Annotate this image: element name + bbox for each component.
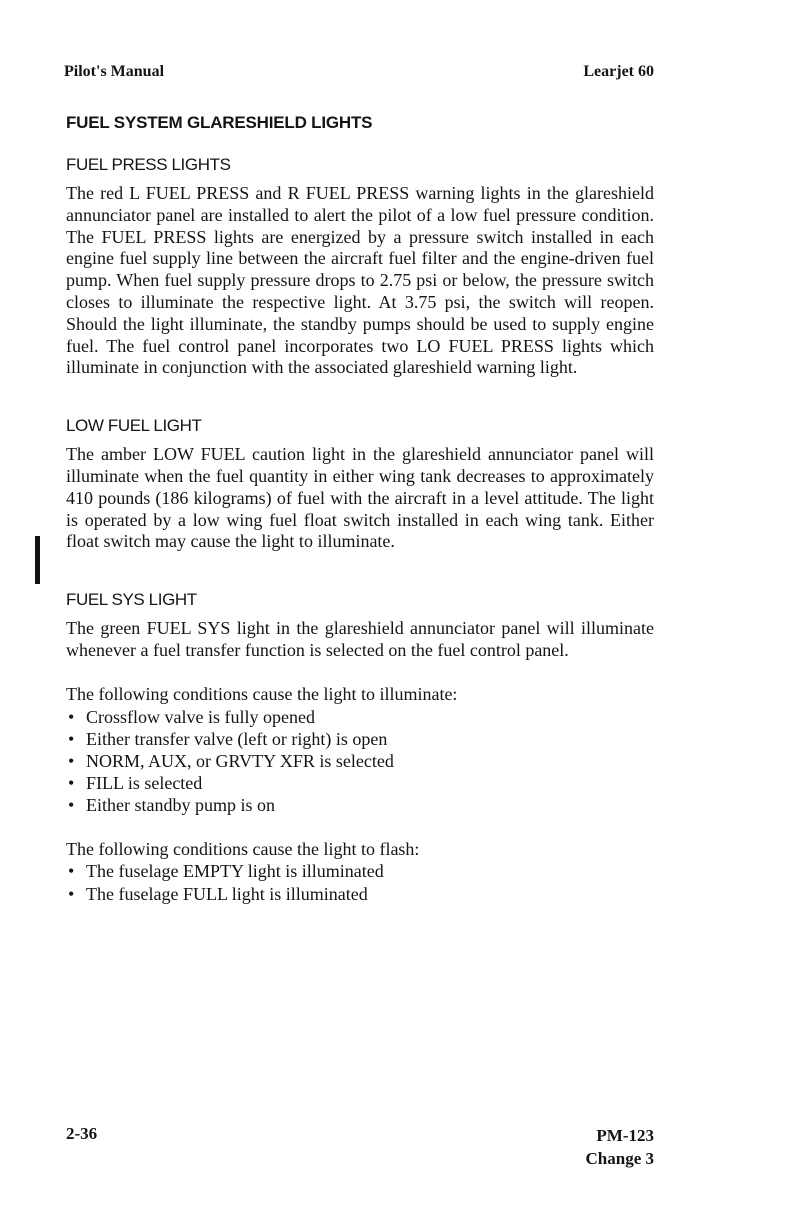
document-info [586, 1124, 654, 1170]
fuel-press-heading: FUEL PRESS LIGHTS [66, 155, 231, 174]
fuel-sys-paragraph: The green FUEL SYS light in the glareshield annunciator panel will illuminate whenever a fuel transfer function is selected on the fuel control panel. [66, 618, 654, 660]
list-item: • Either transfer valve (left or right) is open [66, 728, 654, 750]
fuel-sys-heading: FUEL SYS LIGHT [66, 590, 197, 610]
list-item: • Crossflow valve is fully opened [66, 706, 654, 728]
page-content [66, 113, 654, 905]
page-header [64, 63, 654, 87]
flash-conditions-list [66, 860, 654, 904]
page-footer [66, 1124, 654, 1174]
low-fuel-heading: LOW FUEL LIGHT [66, 416, 202, 436]
aircraft-model: Learjet 60 [583, 63, 654, 80]
page-number: 2-36 [66, 1124, 98, 1143]
list-item: • NORM, AUX, or GRVTY XFR is selected [66, 750, 654, 772]
list-item: • The fuselage EMPTY light is illuminated [66, 860, 654, 882]
fuel-press-paragraph: The red L FUEL PRESS and R FUEL PRESS warning lights in the glareshield annunciator panel are installed to alert the pilot of a low fuel pressure condition. The FUEL PRESS lights are energized by a pressure switch installed in each engine fuel supply line between the aircraft fuel filter and the engine-driven fuel pump. When fuel supply pressure drops to 2.75 psi or below, the pressure switch closes to illuminate the respective light. At 3.75 psi, the switch will reopen. Should the light illuminate, the standby pumps should be used to supply engine fuel. The fuel control panel incorporates two LO FUEL PRESS lights which illuminate in conjunction with the associated glareshield warning light. [66, 183, 654, 378]
revision-change-bar [35, 536, 40, 584]
low-fuel-paragraph: The amber LOW FUEL caution light in the glareshield annunciator panel will illuminate when the fuel quantity in either wing tank decreases to approximately 410 pounds (186 kilograms) of fuel with the aircraft in a level attitude. The light is operated by a low wing fuel float switch installed in each wing tank. Either float switch may cause the light to illuminate. [66, 444, 654, 552]
document-number: PM-123 [596, 1126, 654, 1145]
manual-title: Pilot's Manual [64, 63, 165, 80]
list-item: • Either standby pump is on [66, 794, 654, 816]
change-number: Change 3 [585, 1149, 654, 1168]
list-item: • FILL is selected [66, 772, 654, 794]
list-item: • The fuselage FULL light is illuminated [66, 883, 654, 905]
section-title: FUEL SYSTEM GLARESHIELD LIGHTS [66, 113, 373, 132]
illuminate-conditions-list [66, 706, 654, 817]
illuminate-conditions-intro: The following conditions cause the light to illuminate: [66, 683, 458, 704]
flash-conditions-intro: The following conditions cause the light to flash: [66, 838, 420, 859]
